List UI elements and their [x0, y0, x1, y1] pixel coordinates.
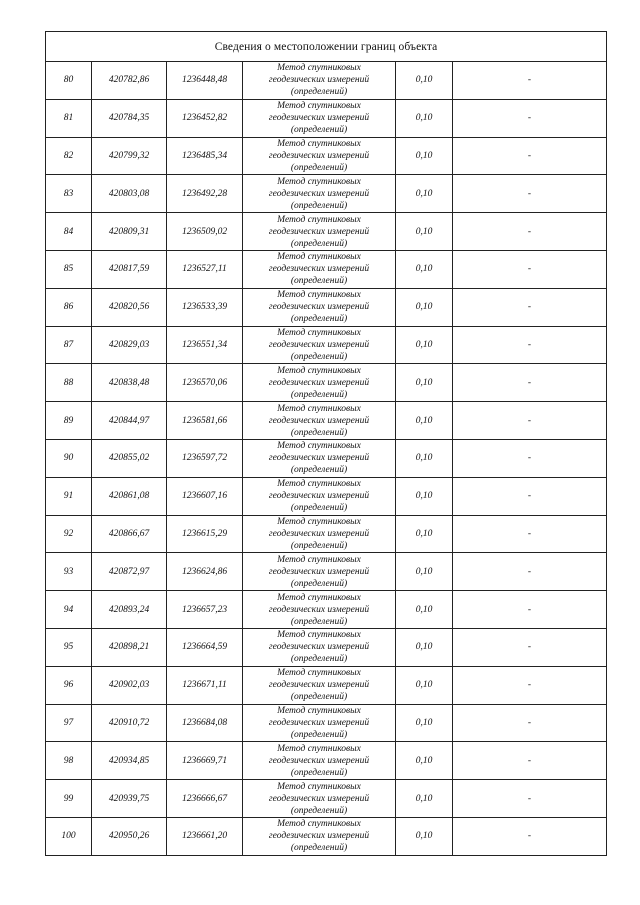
method-line: геодезических измерений — [268, 717, 370, 728]
method-line: Метод спутниковых — [277, 592, 361, 603]
method-line: (определений) — [290, 162, 348, 173]
coordinate-y: 1236666,67 — [167, 780, 243, 818]
method-cell — [243, 515, 396, 553]
method-line: геодезических измерений — [268, 150, 370, 161]
point-number: 87 — [46, 326, 92, 364]
coordinate-x: 420855,02 — [92, 439, 167, 477]
method-line: Метод спутниковых — [277, 365, 361, 376]
method-line: (определений) — [290, 654, 348, 665]
point-number: 93 — [46, 553, 92, 591]
method-cell — [243, 439, 396, 477]
description: - — [453, 477, 607, 515]
point-number: 95 — [46, 628, 92, 666]
method-line: Метод спутниковых — [277, 554, 361, 565]
accuracy: 0,10 — [396, 402, 453, 440]
point-number: 85 — [46, 250, 92, 288]
method-cell — [243, 402, 396, 440]
method-cell — [243, 704, 396, 742]
method-line: (определений) — [290, 692, 348, 703]
coordinate-y: 1236509,02 — [167, 213, 243, 251]
table-row — [46, 402, 607, 440]
coordinate-y: 1236661,20 — [167, 817, 243, 855]
method-line: (определений) — [290, 351, 348, 362]
coordinate-y: 1236452,82 — [167, 99, 243, 137]
point-number: 86 — [46, 288, 92, 326]
method-line: Метод спутниковых — [277, 819, 361, 830]
method-line: Метод спутниковых — [277, 630, 361, 641]
coordinate-x: 420910,72 — [92, 704, 167, 742]
table-row — [46, 175, 607, 213]
method-line: (определений) — [290, 729, 348, 740]
method-cell — [243, 250, 396, 288]
method-line: Метод спутниковых — [277, 705, 361, 716]
method-line: геодезических измерений — [268, 113, 370, 124]
method-line: геодезических измерений — [268, 302, 370, 313]
coordinate-x: 420782,86 — [92, 62, 167, 100]
method-line: (определений) — [290, 87, 348, 98]
coordinate-x: 420861,08 — [92, 477, 167, 515]
method-cell — [243, 213, 396, 251]
method-cell — [243, 175, 396, 213]
method-line: геодезических измерений — [268, 453, 370, 464]
coordinate-y: 1236664,59 — [167, 628, 243, 666]
accuracy: 0,10 — [396, 666, 453, 704]
method-line: (определений) — [290, 427, 348, 438]
coordinate-y: 1236624,86 — [167, 553, 243, 591]
method-cell — [243, 62, 396, 100]
accuracy: 0,10 — [396, 62, 453, 100]
table-row — [46, 137, 607, 175]
method-line: Метод спутниковых — [277, 138, 361, 149]
method-cell — [243, 477, 396, 515]
method-line: (определений) — [290, 125, 348, 136]
method-line: (определений) — [290, 503, 348, 514]
accuracy: 0,10 — [396, 213, 453, 251]
coordinate-x: 420817,59 — [92, 250, 167, 288]
table-row — [46, 288, 607, 326]
point-number: 100 — [46, 817, 92, 855]
method-line: (определений) — [290, 578, 348, 589]
description: - — [453, 175, 607, 213]
accuracy: 0,10 — [396, 250, 453, 288]
table-row — [46, 666, 607, 704]
method-cell — [243, 288, 396, 326]
method-line: (определений) — [290, 805, 348, 816]
accuracy: 0,10 — [396, 704, 453, 742]
coordinate-x: 420844,97 — [92, 402, 167, 440]
coordinate-x: 420872,97 — [92, 553, 167, 591]
description: - — [453, 326, 607, 364]
accuracy: 0,10 — [396, 137, 453, 175]
accuracy: 0,10 — [396, 439, 453, 477]
point-number: 89 — [46, 402, 92, 440]
point-number: 94 — [46, 591, 92, 629]
coordinate-y: 1236485,34 — [167, 137, 243, 175]
table-row — [46, 742, 607, 780]
point-number: 88 — [46, 364, 92, 402]
accuracy: 0,10 — [396, 477, 453, 515]
method-line: Метод спутниковых — [277, 479, 361, 490]
coordinate-y: 1236551,34 — [167, 326, 243, 364]
method-line: Метод спутниковых — [277, 214, 361, 225]
method-cell — [243, 364, 396, 402]
method-line: Метод спутниковых — [277, 516, 361, 527]
coordinate-y: 1236448,48 — [167, 62, 243, 100]
method-line: (определений) — [290, 276, 348, 287]
table-row — [46, 817, 607, 855]
accuracy: 0,10 — [396, 175, 453, 213]
method-line: Метод спутниковых — [277, 101, 361, 112]
method-line: геодезических измерений — [268, 528, 370, 539]
method-line: геодезических измерений — [268, 793, 370, 804]
method-line: Метод спутниковых — [277, 63, 361, 74]
method-line: геодезических измерений — [268, 566, 370, 577]
method-cell — [243, 553, 396, 591]
coordinate-x: 420898,21 — [92, 628, 167, 666]
table-row — [46, 364, 607, 402]
method-line: геодезических измерений — [268, 491, 370, 502]
description: - — [453, 742, 607, 780]
description: - — [453, 628, 607, 666]
table-row — [46, 62, 607, 100]
coordinate-y: 1236570,06 — [167, 364, 243, 402]
method-line: (определений) — [290, 238, 348, 249]
coordinate-y: 1236607,16 — [167, 477, 243, 515]
accuracy: 0,10 — [396, 288, 453, 326]
method-line: геодезических измерений — [268, 831, 370, 842]
point-number: 98 — [46, 742, 92, 780]
method-cell — [243, 742, 396, 780]
coordinate-x: 420820,56 — [92, 288, 167, 326]
table-row — [46, 780, 607, 818]
description: - — [453, 704, 607, 742]
method-line: (определений) — [290, 540, 348, 551]
method-line: (определений) — [290, 200, 348, 211]
table-row — [46, 439, 607, 477]
method-line: Метод спутниковых — [277, 781, 361, 792]
method-line: геодезических измерений — [268, 188, 370, 199]
coordinate-y: 1236684,08 — [167, 704, 243, 742]
table-row — [46, 99, 607, 137]
point-number: 99 — [46, 780, 92, 818]
method-line: геодезических измерений — [268, 75, 370, 86]
description: - — [453, 780, 607, 818]
description: - — [453, 250, 607, 288]
accuracy: 0,10 — [396, 591, 453, 629]
method-line: Метод спутниковых — [277, 441, 361, 452]
accuracy: 0,10 — [396, 326, 453, 364]
table-row — [46, 213, 607, 251]
method-cell — [243, 666, 396, 704]
method-line: Метод спутниковых — [277, 327, 361, 338]
description: - — [453, 364, 607, 402]
coordinate-x: 420950,26 — [92, 817, 167, 855]
accuracy: 0,10 — [396, 553, 453, 591]
coordinate-y: 1236615,29 — [167, 515, 243, 553]
method-line: Метод спутниковых — [277, 252, 361, 263]
method-line: (определений) — [290, 389, 348, 400]
description: - — [453, 666, 607, 704]
point-number: 96 — [46, 666, 92, 704]
table-row — [46, 326, 607, 364]
description: - — [453, 62, 607, 100]
coordinate-x: 420784,35 — [92, 99, 167, 137]
coordinate-y: 1236492,28 — [167, 175, 243, 213]
method-line: геодезических измерений — [268, 755, 370, 766]
method-cell — [243, 137, 396, 175]
coordinate-x: 420809,31 — [92, 213, 167, 251]
method-line: геодезических измерений — [268, 604, 370, 615]
coordinate-x: 420838,48 — [92, 364, 167, 402]
description: - — [453, 553, 607, 591]
method-line: геодезических измерений — [268, 339, 370, 350]
method-line: (определений) — [290, 314, 348, 325]
coordinate-x: 420939,75 — [92, 780, 167, 818]
method-cell — [243, 628, 396, 666]
coordinate-y: 1236527,11 — [167, 250, 243, 288]
coordinate-x: 420902,03 — [92, 666, 167, 704]
method-line: геодезических измерений — [268, 415, 370, 426]
description: - — [453, 288, 607, 326]
coordinate-x: 420866,67 — [92, 515, 167, 553]
coordinate-x: 420799,32 — [92, 137, 167, 175]
method-line: Метод спутниковых — [277, 403, 361, 414]
coordinate-y: 1236669,71 — [167, 742, 243, 780]
point-number: 80 — [46, 62, 92, 100]
accuracy: 0,10 — [396, 817, 453, 855]
coordinate-y: 1236657,23 — [167, 591, 243, 629]
table-row — [46, 477, 607, 515]
description: - — [453, 439, 607, 477]
method-cell — [243, 99, 396, 137]
coordinate-x: 420803,08 — [92, 175, 167, 213]
point-number: 81 — [46, 99, 92, 137]
method-line: Метод спутниковых — [277, 290, 361, 301]
method-cell — [243, 780, 396, 818]
point-number: 82 — [46, 137, 92, 175]
table-row — [46, 515, 607, 553]
coordinate-x: 420829,03 — [92, 326, 167, 364]
coordinate-y: 1236533,39 — [167, 288, 243, 326]
method-line: (определений) — [290, 767, 348, 778]
description: - — [453, 137, 607, 175]
coordinate-x: 420893,24 — [92, 591, 167, 629]
description: - — [453, 817, 607, 855]
description: - — [453, 99, 607, 137]
table-row — [46, 704, 607, 742]
accuracy: 0,10 — [396, 742, 453, 780]
point-number: 91 — [46, 477, 92, 515]
method-line: (определений) — [290, 465, 348, 476]
method-line: геодезических измерений — [268, 264, 370, 275]
accuracy: 0,10 — [396, 364, 453, 402]
method-line: Метод спутниковых — [277, 176, 361, 187]
method-line: геодезических измерений — [268, 377, 370, 388]
point-number: 83 — [46, 175, 92, 213]
table-row — [46, 591, 607, 629]
table-row — [46, 628, 607, 666]
point-number: 92 — [46, 515, 92, 553]
coordinate-x: 420934,85 — [92, 742, 167, 780]
accuracy: 0,10 — [396, 515, 453, 553]
method-line: (определений) — [290, 616, 348, 627]
coordinate-y: 1236581,66 — [167, 402, 243, 440]
boundary-points-document — [45, 31, 606, 856]
point-number: 84 — [46, 213, 92, 251]
table-row — [46, 553, 607, 591]
method-cell — [243, 591, 396, 629]
method-line: Метод спутниковых — [277, 743, 361, 754]
table-title: Сведения о местоположении границ объекта — [46, 32, 607, 62]
method-line: геодезических измерений — [268, 642, 370, 653]
accuracy: 0,10 — [396, 628, 453, 666]
method-cell — [243, 326, 396, 364]
point-number: 90 — [46, 439, 92, 477]
boundary-points-table — [45, 31, 607, 856]
table-row — [46, 250, 607, 288]
description: - — [453, 591, 607, 629]
accuracy: 0,10 — [396, 780, 453, 818]
method-line: геодезических измерений — [268, 680, 370, 691]
description: - — [453, 402, 607, 440]
method-line: (определений) — [290, 843, 348, 854]
description: - — [453, 213, 607, 251]
accuracy: 0,10 — [396, 99, 453, 137]
point-number: 97 — [46, 704, 92, 742]
method-cell — [243, 817, 396, 855]
description: - — [453, 515, 607, 553]
coordinate-y: 1236671,11 — [167, 666, 243, 704]
method-line: Метод спутниковых — [277, 668, 361, 679]
method-line: геодезических измерений — [268, 226, 370, 237]
coordinate-y: 1236597,72 — [167, 439, 243, 477]
